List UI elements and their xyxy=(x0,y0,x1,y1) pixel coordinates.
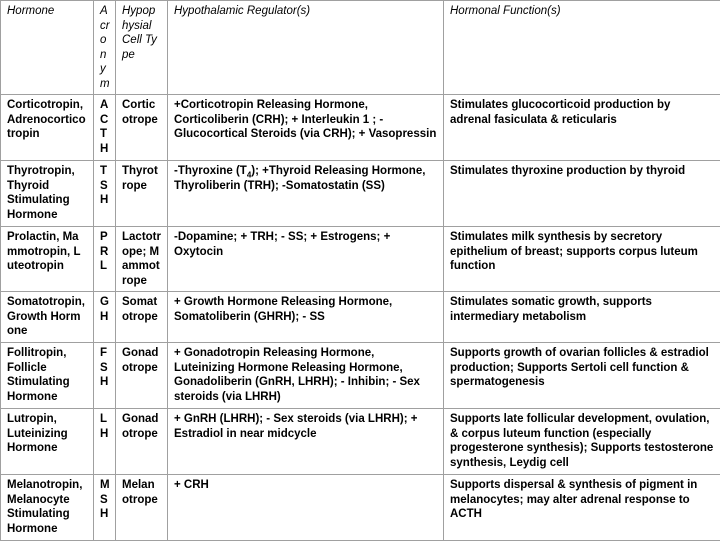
acronym-cell: PRL xyxy=(94,227,116,292)
hormone-cell: Somatotropin, Growth Hormone xyxy=(1,292,94,343)
hormone-cell: Thyrotropin, Thyroid Stimulating Hormone xyxy=(1,161,94,227)
regulator-cell: + Gonadotropin Releasing Hormone, Luteinizing Hormone Releasing Hormone, Gonadoliberin (GnRH, LHRH); - Inhibin; - Sex steroids (via LHRH) xyxy=(168,343,444,409)
cell-type-cell: Corticotrope xyxy=(116,95,168,161)
table-row xyxy=(1,475,720,541)
hormone-cell: Lutropin, Luteinizing Hormone xyxy=(1,409,94,475)
table-row xyxy=(1,409,720,475)
acronym-cell: TSH xyxy=(94,161,116,227)
function-cell: Supports dispersal & synthesis of pigment in melanocytes; may alter adrenal response to ACTH xyxy=(444,475,720,541)
header-regulator: Hypothalamic Regulator(s) xyxy=(168,1,444,95)
cell-type-cell: Melanotrope xyxy=(116,475,168,541)
function-cell: Stimulates somatic growth, supports intermediary metabolism xyxy=(444,292,720,343)
function-cell: Stimulates milk synthesis by secretory epithelium of breast; supports corpus luteum function xyxy=(444,227,720,292)
function-cell: Stimulates glucocorticoid production by adrenal fasiculata & reticularis xyxy=(444,95,720,161)
regulator-cell xyxy=(168,161,444,227)
regulator-cell: + CRH xyxy=(168,475,444,541)
regulator-text: ); +Thyroid Releasing Hormone, Thyroliberin (TRH); -Somatostatin (SS) xyxy=(174,165,425,192)
cell-type-cell: Lactotrope; Mammotrope xyxy=(116,227,168,292)
cell-type-cell: Gonadotrope xyxy=(116,343,168,409)
header-acronym: Acronym xyxy=(94,1,116,95)
table-row xyxy=(1,292,720,343)
acronym-cell: GH xyxy=(94,292,116,343)
table-row xyxy=(1,95,720,161)
header-row xyxy=(1,1,720,95)
hormone-cell: Corticotropin, Adrenocorticotropin xyxy=(1,95,94,161)
function-cell: Supports growth of ovarian follicles & estradiol production; Supports Sertoli cell function & spermatogenesis xyxy=(444,343,720,409)
cell-type-cell: Gonadotrope xyxy=(116,409,168,475)
header-function: Hormonal Function(s) xyxy=(444,1,720,95)
table-row xyxy=(1,343,720,409)
header-cell-type: Hypophysial Cell Type xyxy=(116,1,168,95)
acronym-cell: ACTH xyxy=(94,95,116,161)
subscript: 4 xyxy=(247,170,251,179)
function-cell: Stimulates thyroxine production by thyroid xyxy=(444,161,720,227)
cell-type-cell: Thyrotrope xyxy=(116,161,168,227)
function-cell: Supports late follicular development, ovulation, & corpus luteum function (especially progesterone synthesis); Supports testosterone synthesis, Leydig cell xyxy=(444,409,720,475)
acronym-cell: MSH xyxy=(94,475,116,541)
regulator-text-pre: -Thyroxine (T xyxy=(174,165,247,177)
hormone-cell: Melanotropin, Melanocyte Stimulating Hormone xyxy=(1,475,94,541)
acronym-cell: FSH xyxy=(94,343,116,409)
acronym-cell: LH xyxy=(94,409,116,475)
cell-type-cell: Somatotrope xyxy=(116,292,168,343)
hormone-cell: Prolactin, Mammotropin, Luteotropin xyxy=(1,227,94,292)
table-row xyxy=(1,227,720,292)
regulator-cell: -Dopamine; + TRH; - SS; + Estrogens; + Oxytocin xyxy=(168,227,444,292)
regulator-cell: + Growth Hormone Releasing Hormone, Somatoliberin (GHRH); - SS xyxy=(168,292,444,343)
table-row xyxy=(1,161,720,227)
regulator-cell: +Corticotropin Releasing Hormone, Corticoliberin (CRH); + Interleukin 1 ; - Glucocortical Steroids (via CRH); + Vasopressin xyxy=(168,95,444,161)
regulator-cell: + GnRH (LHRH); - Sex steroids (via LHRH); + Estradiol in near midcycle xyxy=(168,409,444,475)
hormone-cell: Follitropin, Follicle Stimulating Hormone xyxy=(1,343,94,409)
header-hormone: Hormone xyxy=(1,1,94,95)
